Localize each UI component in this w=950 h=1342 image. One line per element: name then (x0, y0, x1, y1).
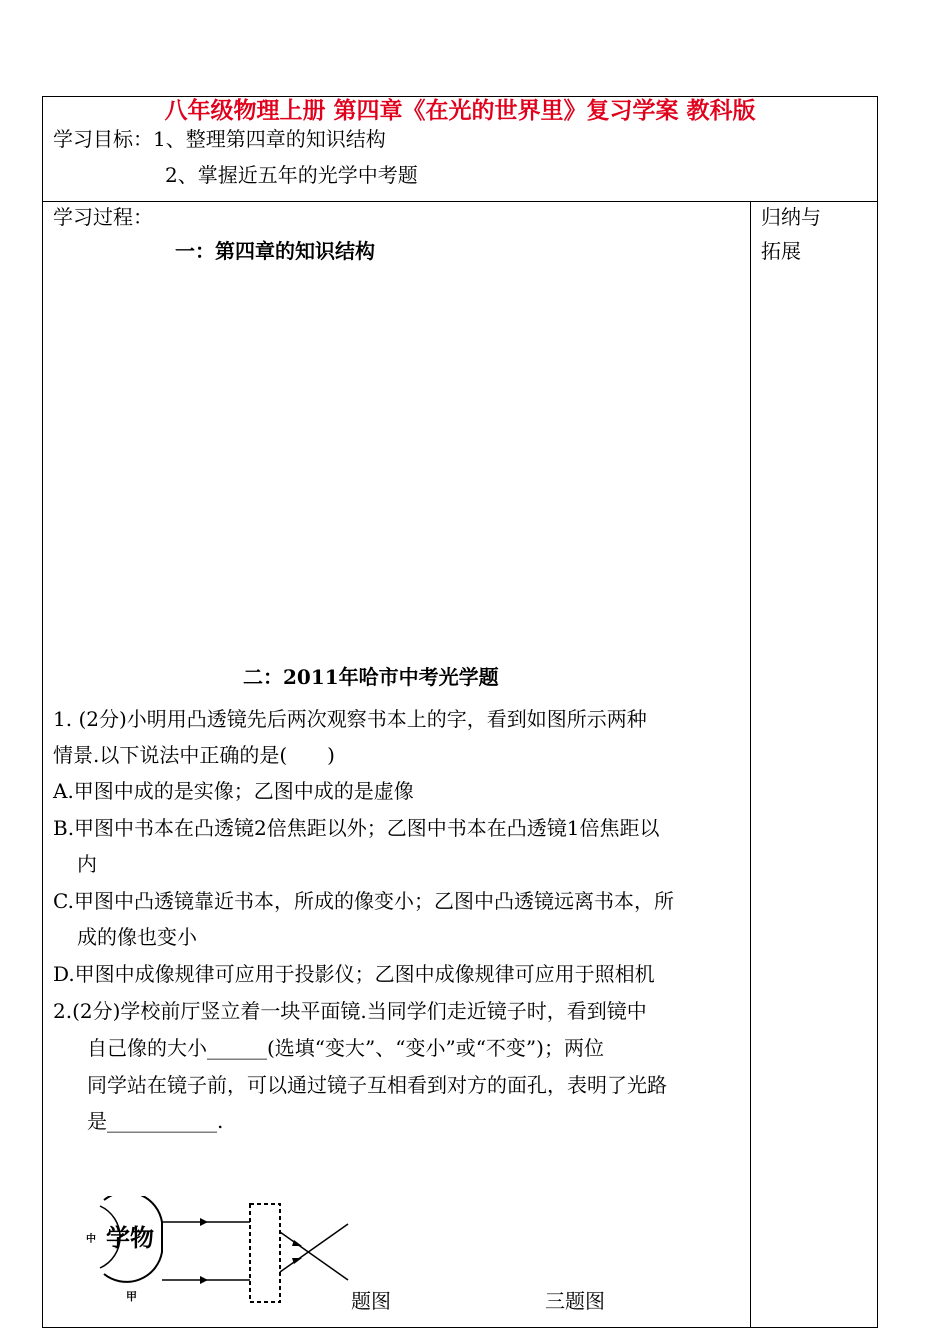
optics-figure (82, 1196, 372, 1312)
q2-line1: 2.(2分)学校前厅竖立着一块平面镜.当同学们走近镜子时，看到镜中 (53, 999, 647, 1023)
q1-option-b-line2: 内 (77, 852, 97, 876)
q1-stem-line1: 1. (2分)小明用凸透镜先后两次观察书本上的字，看到如图所示两种 (53, 707, 647, 731)
process-label: 学习过程： (53, 205, 153, 229)
q1-option-c-line1: C.甲图中凸透镜靠近书本，所成的像变小；乙图中凸透镜远离书本，所 (53, 889, 674, 913)
page-title: 八年级物理上册 第四章《在光的世界里》复习学案 教科版 (164, 97, 756, 124)
q2-line3: 同学站在镜子前，可以通过镜子互相看到对方的面孔，表明了光路 (87, 1073, 667, 1097)
exit-ray-2 (280, 1224, 348, 1272)
label-zhong: 中 (86, 1234, 96, 1245)
ray-diagram (162, 1204, 348, 1302)
ray-arrow-top (200, 1218, 208, 1226)
side-column-line1: 归纳与 (761, 205, 821, 229)
row-divider (43, 201, 877, 202)
q1-option-d: D.甲图中成像规律可应用于投影仪；乙图中成像规律可应用于照相机 (53, 962, 655, 986)
lens-view-image (86, 1196, 162, 1303)
q1-option-a: A.甲图中成的是实像；乙图中成的是虚像 (53, 779, 414, 803)
objective-item-1: 1、整理第四章的知识结构 (153, 127, 386, 151)
worksheet-table (42, 96, 878, 1328)
label-jia: 甲 (126, 1290, 137, 1303)
objective-item-2: 2、掌握近五年的光学中考题 (165, 163, 418, 187)
mystery-box (250, 1204, 280, 1302)
q1-option-b-line1: B.甲图中书本在凸透镜2倍焦距以外；乙图中书本在凸透镜1倍焦距以 (53, 816, 660, 840)
q2-line2: 自己像的大小______(选填“变大”、“变小”或“不变”)；两位 (87, 1036, 604, 1060)
exit-ray-1 (280, 1232, 348, 1280)
objectives-label (53, 127, 386, 151)
column-divider (750, 201, 751, 1327)
figure-caption-1: 题图 (351, 1289, 391, 1313)
section2-heading: 二：2011年哈市中考光学题 (243, 665, 499, 689)
objectives-label-text: 学习目标： (53, 127, 153, 151)
section1-heading: 一：第四章的知识结构 (175, 239, 375, 263)
q1-option-c-line2: 成的像也变小 (77, 925, 197, 949)
figure-caption-2: 三题图 (545, 1289, 605, 1313)
q1-stem-line2: 情景.以下说法中正确的是( ) (53, 743, 335, 767)
lens-text: 学物 (106, 1224, 154, 1252)
q2-line4: 是___________. (87, 1109, 224, 1133)
side-column-line2: 拓展 (761, 239, 801, 263)
ray-arrow-bottom (200, 1276, 208, 1284)
